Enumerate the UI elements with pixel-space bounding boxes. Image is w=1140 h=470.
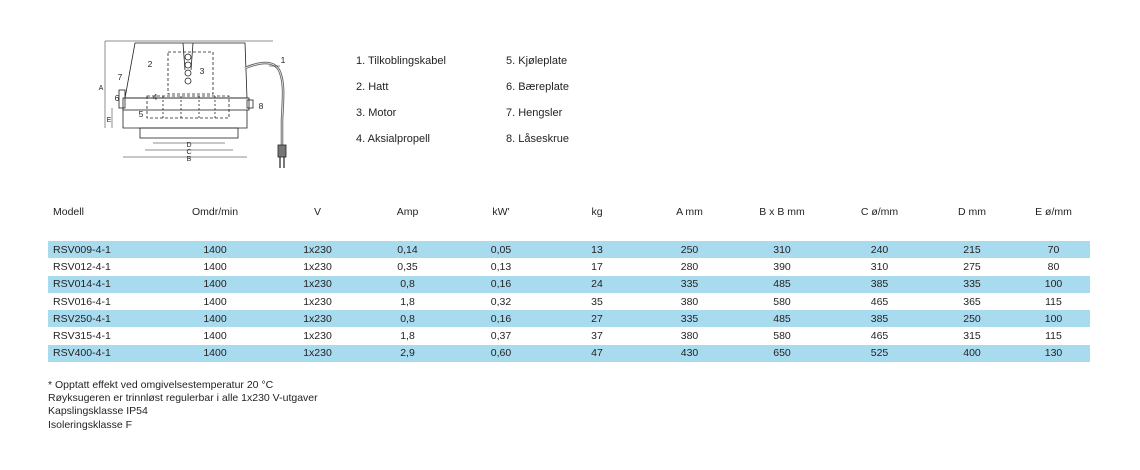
table-row xyxy=(48,241,1090,258)
parts-legend-right xyxy=(506,48,569,152)
fan-diagram xyxy=(95,30,310,180)
table-cell: 0,8 xyxy=(360,310,455,327)
column-header: Modell xyxy=(53,206,84,218)
diagram-label-b: B xyxy=(186,156,192,163)
table-cell: 1400 xyxy=(155,345,275,362)
table-cell: 0,14 xyxy=(360,241,455,258)
table-row xyxy=(48,276,1090,293)
table-cell: 365 xyxy=(963,295,981,308)
parts-legend-left xyxy=(356,48,446,152)
table-cell: 0,37 xyxy=(490,330,512,343)
table-cell: 17 xyxy=(591,260,603,273)
table-cell: 1x230 xyxy=(303,330,332,343)
diagram-label-4: 4 xyxy=(152,92,158,102)
table-cell: 335 xyxy=(647,310,732,327)
diagram-label-5: 5 xyxy=(138,109,144,119)
table-cell: 130 xyxy=(1017,345,1090,362)
footnote: Isoleringsklasse F xyxy=(48,418,133,431)
legend-item: 8. Låseskrue xyxy=(506,133,569,145)
table-cell: 385 xyxy=(832,310,927,327)
table-cell: 1x230 xyxy=(275,345,360,362)
table-cell: 400 xyxy=(927,345,1017,362)
table-cell: 0,32 xyxy=(490,295,512,308)
table-cell: 1400 xyxy=(203,295,227,308)
table-cell: 1x230 xyxy=(303,295,332,308)
table-cell: 1x230 xyxy=(275,310,360,327)
table-cell: RSV014-4-1 xyxy=(48,276,155,293)
table-cell: 100 xyxy=(1017,310,1090,327)
table-cell: 250 xyxy=(647,241,732,258)
legend-item: 5. Kjøleplate xyxy=(506,55,568,67)
table-cell: RSV016-4-1 xyxy=(53,295,111,308)
table-cell: 380 xyxy=(680,330,699,343)
legend-item: 6. Bæreplate xyxy=(506,81,569,93)
table-cell: 0,60 xyxy=(455,345,547,362)
table-cell: 0,05 xyxy=(455,241,547,258)
diagram-label-d: D xyxy=(186,142,192,149)
table-cell: 250 xyxy=(927,310,1017,327)
table-cell: 385 xyxy=(832,276,927,293)
diagram-label-e: E xyxy=(106,117,112,124)
table-cell: 240 xyxy=(832,241,927,258)
table-cell: 1400 xyxy=(155,276,275,293)
column-header: V xyxy=(313,206,321,218)
diagram-label-6: 6 xyxy=(114,93,120,103)
column-header: kW' xyxy=(492,206,510,218)
table-cell: 580 xyxy=(773,330,791,343)
table-cell: 1x230 xyxy=(303,260,332,273)
table-row xyxy=(48,310,1090,327)
diagram-label-c: C xyxy=(186,149,192,156)
table-cell: 0,16 xyxy=(455,310,547,327)
table-cell: 335 xyxy=(927,276,1017,293)
column-header: Omdr/min xyxy=(191,206,239,218)
table-cell: RSV400-4-1 xyxy=(48,345,155,362)
column-header: A mm xyxy=(676,206,703,218)
footnote: Kapslingsklasse IP54 xyxy=(48,405,148,418)
column-header: E ø/mm xyxy=(1035,206,1072,218)
legend-item: 1. Tilkoblingskabel xyxy=(356,55,446,67)
table-cell: 1400 xyxy=(155,241,275,258)
table-cell: 525 xyxy=(832,345,927,362)
table-cell: 0,16 xyxy=(455,276,547,293)
table-cell: 2,9 xyxy=(360,345,455,362)
table-cell: 13 xyxy=(547,241,647,258)
table-row xyxy=(48,345,1090,362)
table-cell: 1400 xyxy=(155,310,275,327)
table-cell: 310 xyxy=(870,260,889,273)
table-cell: 335 xyxy=(647,276,732,293)
table-cell: 485 xyxy=(732,310,832,327)
table-cell: 275 xyxy=(963,260,981,273)
table-header-row xyxy=(48,206,1090,226)
diagram-label-3: 3 xyxy=(199,66,205,76)
footnotes xyxy=(48,379,318,432)
column-header: B x B mm xyxy=(759,206,805,218)
diagram-label-a: A xyxy=(98,85,104,92)
table-cell: 215 xyxy=(927,241,1017,258)
table-cell: RSV315-4-1 xyxy=(53,330,111,343)
table-cell: 390 xyxy=(773,260,791,273)
table-cell: 115 xyxy=(1045,330,1062,343)
legend-item: 3. Motor xyxy=(356,107,397,119)
table-cell: 1400 xyxy=(203,260,227,273)
table-cell: 1,8 xyxy=(400,295,415,308)
legend-item: 4. Aksialpropell xyxy=(356,133,430,145)
table-cell: 485 xyxy=(732,276,832,293)
table-cell: 1x230 xyxy=(275,241,360,258)
legend-item: 7. Hengsler xyxy=(506,107,563,119)
table-cell: 430 xyxy=(647,345,732,362)
table-cell: 1x230 xyxy=(275,276,360,293)
table-row xyxy=(48,258,1090,275)
diagram-label-2: 2 xyxy=(147,59,153,69)
table-cell: 465 xyxy=(870,295,889,308)
table-cell: 280 xyxy=(680,260,699,273)
column-header: kg xyxy=(591,206,603,218)
table-cell: 24 xyxy=(547,276,647,293)
diagram-label-1: 1 xyxy=(280,55,286,65)
column-header: Amp xyxy=(396,206,419,218)
table-cell: 0,13 xyxy=(490,260,512,273)
table-cell: 310 xyxy=(732,241,832,258)
footnote: * Opptatt effekt ved omgivelsestemperatur 20 °C xyxy=(48,379,274,391)
table-cell: 37 xyxy=(591,330,603,343)
table-cell: 80 xyxy=(1047,260,1060,273)
table-cell: RSV012-4-1 xyxy=(53,260,111,273)
table-cell: 70 xyxy=(1017,241,1090,258)
column-header: C ø/mm xyxy=(860,206,899,218)
table-cell: 580 xyxy=(773,295,791,308)
table-cell: RSV250-4-1 xyxy=(48,310,155,327)
table-cell: 35 xyxy=(591,295,603,308)
table-cell: 0,35 xyxy=(397,260,418,273)
diagram-label-8: 8 xyxy=(258,101,264,111)
table-cell: 1400 xyxy=(203,330,227,343)
table-cell: 115 xyxy=(1045,295,1062,308)
footnote: Røyksugeren er trinnløst regulerbar i alle 1x230 V-utgaver xyxy=(48,392,318,405)
table-cell: 380 xyxy=(680,295,699,308)
table-cell: 1,8 xyxy=(400,330,415,343)
table-row xyxy=(48,327,1090,344)
diagram-label-7: 7 xyxy=(117,72,123,82)
table-cell: 315 xyxy=(963,330,981,343)
table-cell: 465 xyxy=(870,330,889,343)
table-cell: 47 xyxy=(547,345,647,362)
table-cell: 650 xyxy=(732,345,832,362)
legend-item: 2. Hatt xyxy=(356,81,389,93)
table-cell: 27 xyxy=(547,310,647,327)
column-header: D mm xyxy=(958,206,986,218)
table-cell: 0,8 xyxy=(360,276,455,293)
table-cell: RSV009-4-1 xyxy=(48,241,155,258)
table-cell: 100 xyxy=(1017,276,1090,293)
spec-table xyxy=(48,206,1090,362)
table-row xyxy=(48,293,1090,310)
